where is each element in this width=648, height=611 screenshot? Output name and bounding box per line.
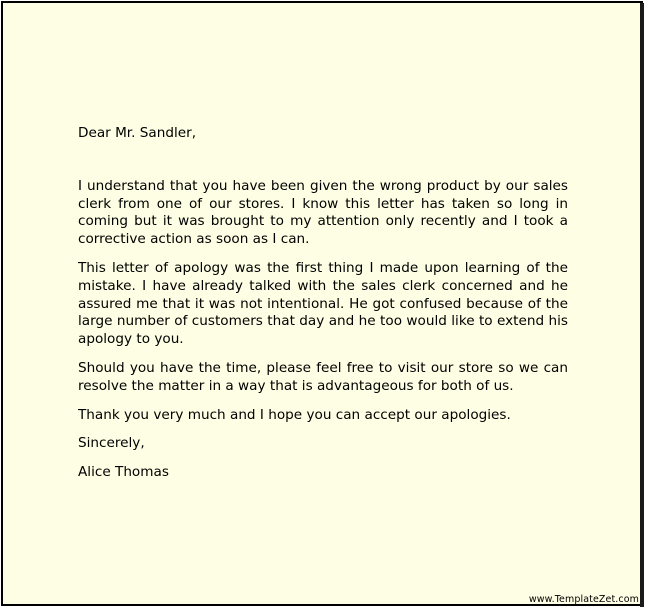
letter-page [1,1,643,606]
signature-name: Alice Thomas [78,464,169,481]
paragraph-thank-you: Thank you very much and I hope you can accept our apologies. [78,406,511,423]
watermark-text: www.TemplateZet.com [528,594,639,605]
closing: Sincerely, [78,435,145,452]
paragraph-wrong-product: I understand that you have been given the wrong product by our sales clerk from one of our stores. I know this letter has taken so long in coming but it was brought to my attention only recently and I took a corrective action as soon as I can. [78,177,568,248]
paragraph-visit-store: Should you have the time, please feel free to visit our store so we can resolve the matter in a way that is advantageous for both of us. [78,359,568,394]
salutation: Dear Mr. Sandler, [78,125,197,141]
page-shadow-edge [640,3,644,607]
letter-body [78,125,568,482]
paragraph-apology: This letter of apology was the first thing I made upon learning of the mistake. I have already talked with the sales clerk concerned and he assured me that it was not intentional. He got confused because of the large number of customers that day and he too would like to extend his apology to you. [78,259,568,348]
